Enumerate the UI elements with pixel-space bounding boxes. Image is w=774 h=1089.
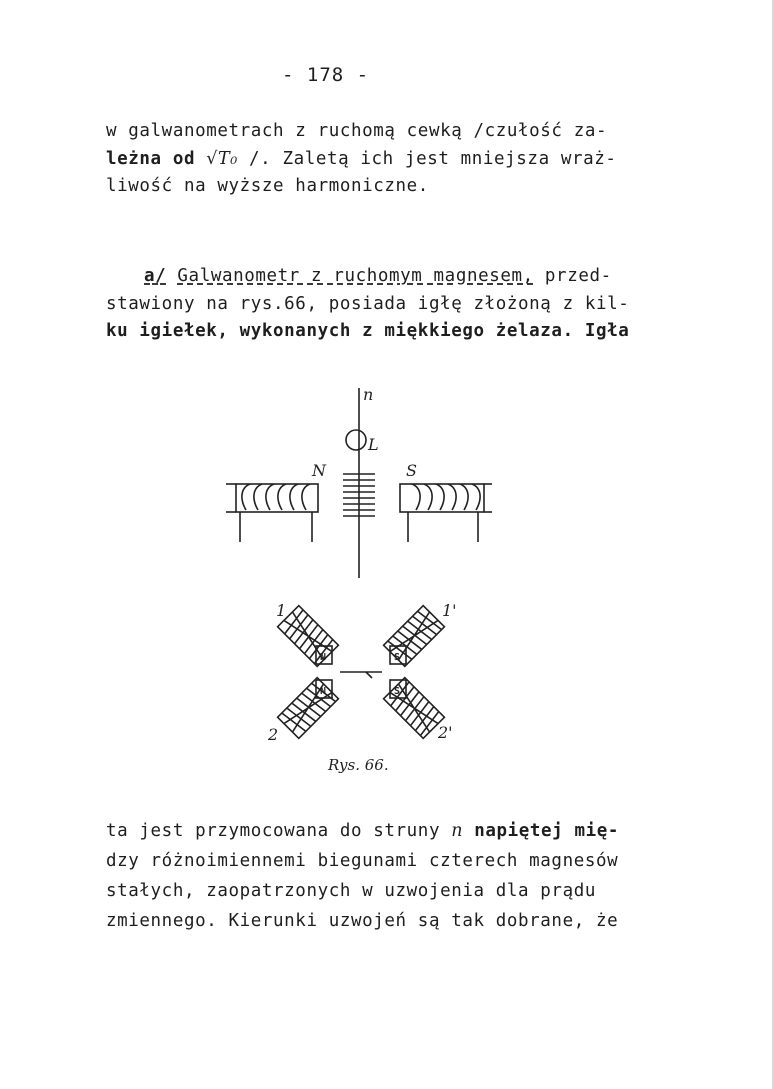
left-coil: [226, 484, 318, 542]
para3-line1-b: napiętej mię-: [474, 821, 620, 841]
pole-S-left: S: [394, 652, 401, 663]
label-N: N: [312, 461, 326, 480]
para2-line2: stawiony na rys.66, posiada igłę złożoną z kil-: [106, 293, 630, 314]
right-coil: [400, 484, 492, 542]
magnet-coil-1: [278, 606, 339, 667]
label-n: n: [363, 385, 374, 404]
para2-marker: a/: [144, 266, 167, 286]
pole-N-right: N: [320, 686, 327, 697]
pole-N-left: N: [320, 652, 327, 663]
para2-line3: ku igiełek, wykonanych z miękkiego żelaza. Igła: [106, 321, 630, 341]
pole-S-right: S: [394, 686, 401, 697]
para3-line2: dzy różnoimiennemi biegunami czterech magnesów: [106, 851, 619, 871]
label-2p: 2': [438, 723, 453, 742]
para3-line1: [106, 816, 686, 846]
needle-tick: [366, 672, 372, 678]
label-2: 2: [268, 725, 279, 744]
magnet-coil-1p: [384, 606, 445, 667]
para3-line4: zmiennego. Kierunki uzwojeń są tak dobrane, że: [106, 911, 619, 931]
page-number: - 178 -: [282, 64, 370, 86]
formula-sqrt-t0: √T₀: [206, 148, 238, 169]
para1-line2-a: leżna od: [106, 148, 196, 169]
para2-heading: Galwanometr z ruchomym magnesem,: [177, 266, 534, 286]
mirror-circle: [346, 430, 366, 450]
label-1p: 1': [442, 601, 457, 620]
para1-line3: liwość na wyższe harmoniczne.: [106, 176, 429, 196]
para1-line1: w galwanometrach z ruchomą cewką /czułość za-: [106, 121, 608, 141]
label-1: 1: [276, 601, 287, 620]
label-L: L: [368, 435, 379, 454]
para1-line2-c: Zaletą ich jest mniejsza wraż-: [282, 148, 617, 169]
magnet-coil-2p: [384, 678, 445, 739]
paragraph-needle-mounting: [106, 816, 686, 936]
para3-line1-a: ta jest przymocowana do struny: [106, 821, 441, 841]
figure-caption: Rys. 66.: [328, 756, 389, 774]
para3-line3: stałych, zaopatrzonych w uzwojenia dla prądu: [106, 881, 596, 901]
para1-line2-b: /.: [249, 148, 272, 169]
symbol-n: n: [451, 821, 464, 841]
magnet-coil-2: [278, 678, 339, 739]
label-S: S: [406, 461, 417, 480]
para2-line1-rest: przed-: [544, 266, 612, 286]
